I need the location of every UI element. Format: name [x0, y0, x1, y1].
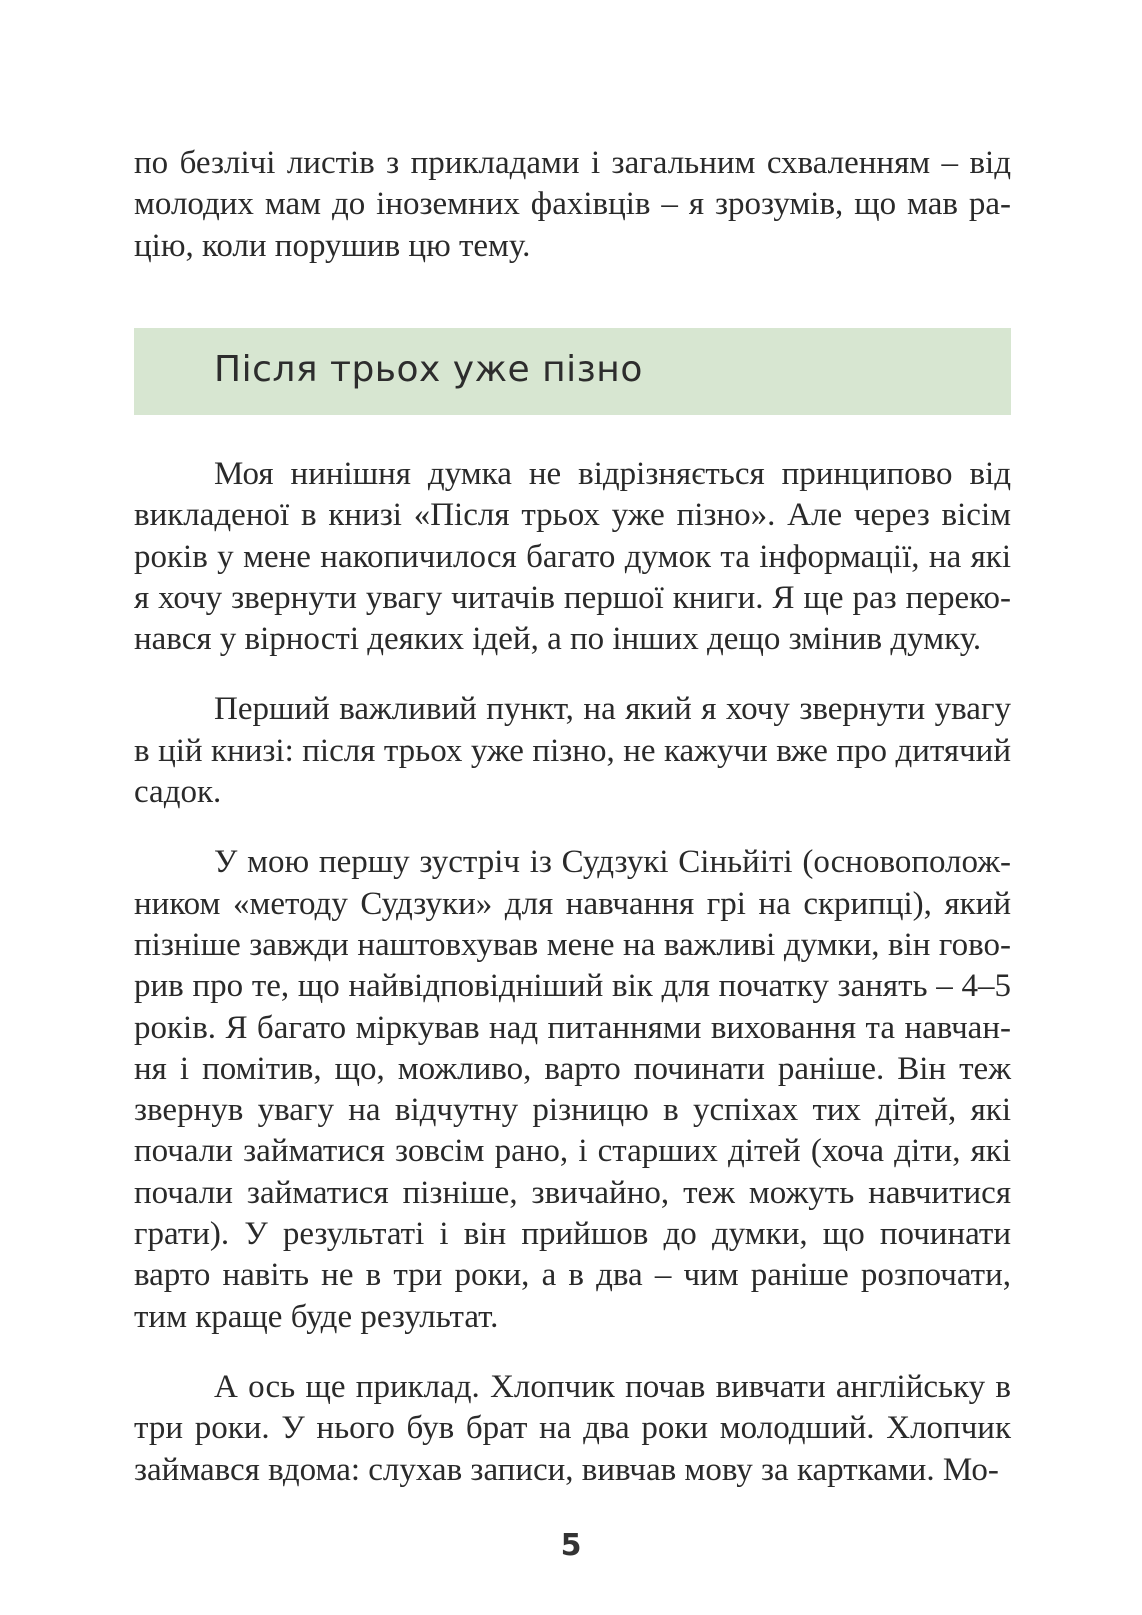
- paragraph: У мою першу зустріч із Судзукі Сіньйіті (основоположником «методу Судзуки» для навчання грі на скрипці), який пізніше завжди наштовхував мене на важливі думки, він говорив про те, що найвідповідніший вік для початку занять – 4–5 років. Я багато міркував над питаннями виховання та навчання і помітив, що, можливо, варто починати раніше. Він теж звернув увагу на відчутну різницю в успіхах тих дітей, які почали займатися зовсім рано, і старших дітей (хоча діти, які почали займатися пізніше, звичайно, теж можуть навчитися грати). У результаті і він прийшов до думки, що починати варто навіть не в три роки, а в два – чим раніше розпочати, тим краще буде результат.: [134, 844, 1011, 1335]
- page-number: 5: [560, 1528, 582, 1563]
- paragraph: Перший важливий пункт, на який я хочу звернути увагу в цій книзі: після трьох уже пізно, не кажучи вже про дитячий садок.: [134, 691, 1011, 811]
- paragraph: Моя нинішня думка не відрізняється принципово від викладеної в книзі «Після трьох уже пізно». Але через вісім років у мене накопичилося багато думок та інформації, на які я хочу звернути увагу читачів першої книги. Я ще раз переконався у вірності деяких ідей, а по інших дещо змінив думку.: [134, 456, 1011, 658]
- section-heading-band: [134, 328, 1011, 415]
- body-text: [134, 454, 1011, 1520]
- section-heading: Після трьох уже пізно: [214, 349, 643, 390]
- paragraph: А ось ще приклад. Хлопчик почав вивчати англійську в три роки. У нього був брат на два роки молодший. Хлопчик займався вдома: слухав записи, вивчав мову за картками. Мо-: [134, 1368, 1011, 1488]
- intro-paragraph: по безлічі листів з прикладами і загальним схваленням – від молодих мам до іноземних фахівців – я зрозумів, що мав рацію, коли порушив цю тему.: [134, 145, 1011, 264]
